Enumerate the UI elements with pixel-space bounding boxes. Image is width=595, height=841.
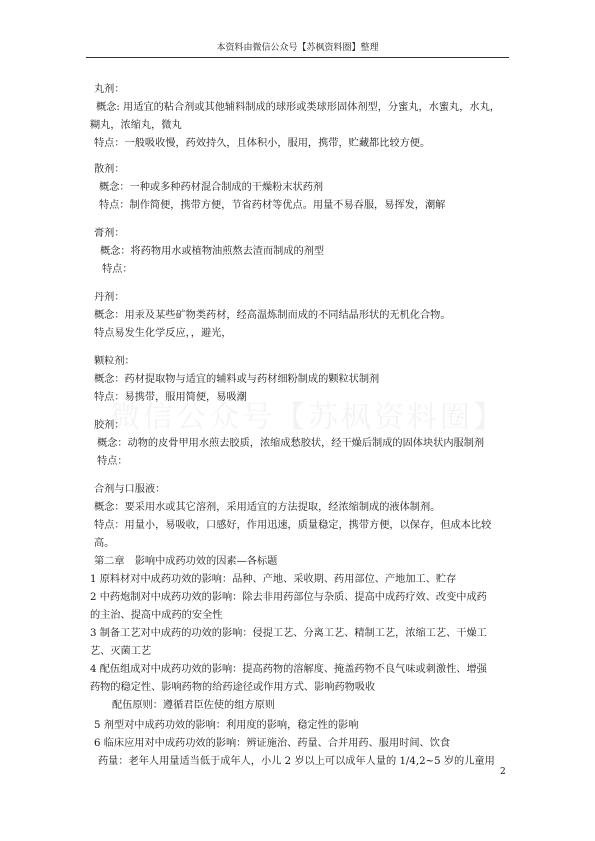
text-line: 胶剂：	[94, 420, 125, 431]
text-line: 概念：药材提取物与适宜的辅料或与药材细粉制成的颗粒状制剂	[94, 374, 380, 385]
text-line: 1 原料材对中成药功效的影响：品种、产地、采收期、药用部位、产地加工、贮存	[90, 574, 457, 585]
text-line: 特点：	[102, 264, 133, 275]
text-line: 特点：一般吸收慢，药效持久，且体积小，服用，携带，贮藏都比较方便。	[94, 138, 431, 149]
header-rule	[86, 57, 509, 58]
page-header: 本资料由微信公众号【苏枫资料圈】整理	[216, 43, 379, 53]
text-line: 丸剂：	[94, 84, 125, 95]
text-line: 2 中药炮制对中成药功效的影响：除去非用药部位与杂质、提高中成药疗效、改变中成药	[90, 592, 487, 603]
text-line: 特点易发生化学反应，，避光，	[94, 328, 232, 339]
text-line: 概念：要采用水或其它溶剂，采用适宜的方法提取，经浓缩制成的液体制剂。	[94, 502, 441, 513]
text-line: 合剂与口服液：	[94, 484, 166, 495]
text-line: 概念：一种或多种药材混合制成的干燥粉末状药剂	[99, 182, 324, 193]
text-line: 概念: 用适宜的粘合剂或其他辅料制成的球形或类球形固体剂型，分蜜丸，水蜜丸，水丸，	[96, 102, 500, 113]
text-line: 颗粒剂：	[94, 356, 135, 367]
text-line: 5 剂型对中成药功效的影响：利用度的影响，稳定性的影响	[94, 720, 359, 731]
text-line: 高。	[94, 538, 115, 549]
text-line: 概念：动物的皮骨甲用水煎去胶质，浓缩成愁胶状，经干燥后制成的固体块状内服制剂	[97, 438, 485, 449]
text-line: 糊丸，浓缩丸，微丸	[90, 120, 182, 131]
text-line: 散剂：	[94, 164, 125, 175]
text-line: 概念：用汞及某些矿物类药材，经高温炼制而成的不同结晶形状的无机化合物。	[94, 310, 451, 321]
text-line: 第二章 影响中成药功效的因素—各标题	[94, 556, 278, 567]
text-line: 概念：将药物用水或植物油煎熬去渣而制成的剂型	[100, 246, 325, 257]
text-line: 特点：用量小，易吸收，口感好，作用迅速，质量稳定，携带方便，以保存，但成本比较	[94, 520, 492, 531]
text-line: 特点：制作简便，携带方便，节省药材等优点。用量不易吞服，易挥发，潮解	[99, 200, 446, 211]
page-number: 2	[500, 767, 506, 777]
text-line: 6 临床应用对中成药功效的影响：辨证施治、药量、合并用药、服用时间、饮食	[94, 738, 451, 749]
text-line: 特点：	[97, 456, 128, 467]
text-line: 配伍原则：遵循君臣佐使的组方原则	[112, 700, 275, 711]
text-line: 特点：易携带，服用简便，易吸潮	[94, 392, 247, 403]
text-line: 膏剂：	[94, 228, 125, 239]
text-line: 药物的稳定性、影响药物的给药途径或作用方式、影响药物吸收	[90, 682, 376, 693]
text-line: 4 配伍组成对中成药功效的影响：提高药物的溶解度、掩盖药物不良气味或刺激性、增强	[90, 664, 487, 675]
text-line: 的主治、提高中成药的安全性	[90, 610, 223, 621]
text-line: 艺、灭菌工艺	[90, 646, 152, 657]
text-line: 丹剂：	[94, 292, 125, 303]
text-line: 3 制备工艺对中成药的功效的影响：侵提工艺、分离工艺、精制工艺，浓缩工艺、干燥工	[90, 628, 487, 639]
text-line: 药量：老年人用量适当低于成年人，小儿 2 岁以上可以成年人量的 1/4,2~5 岁的儿童用	[98, 756, 495, 767]
